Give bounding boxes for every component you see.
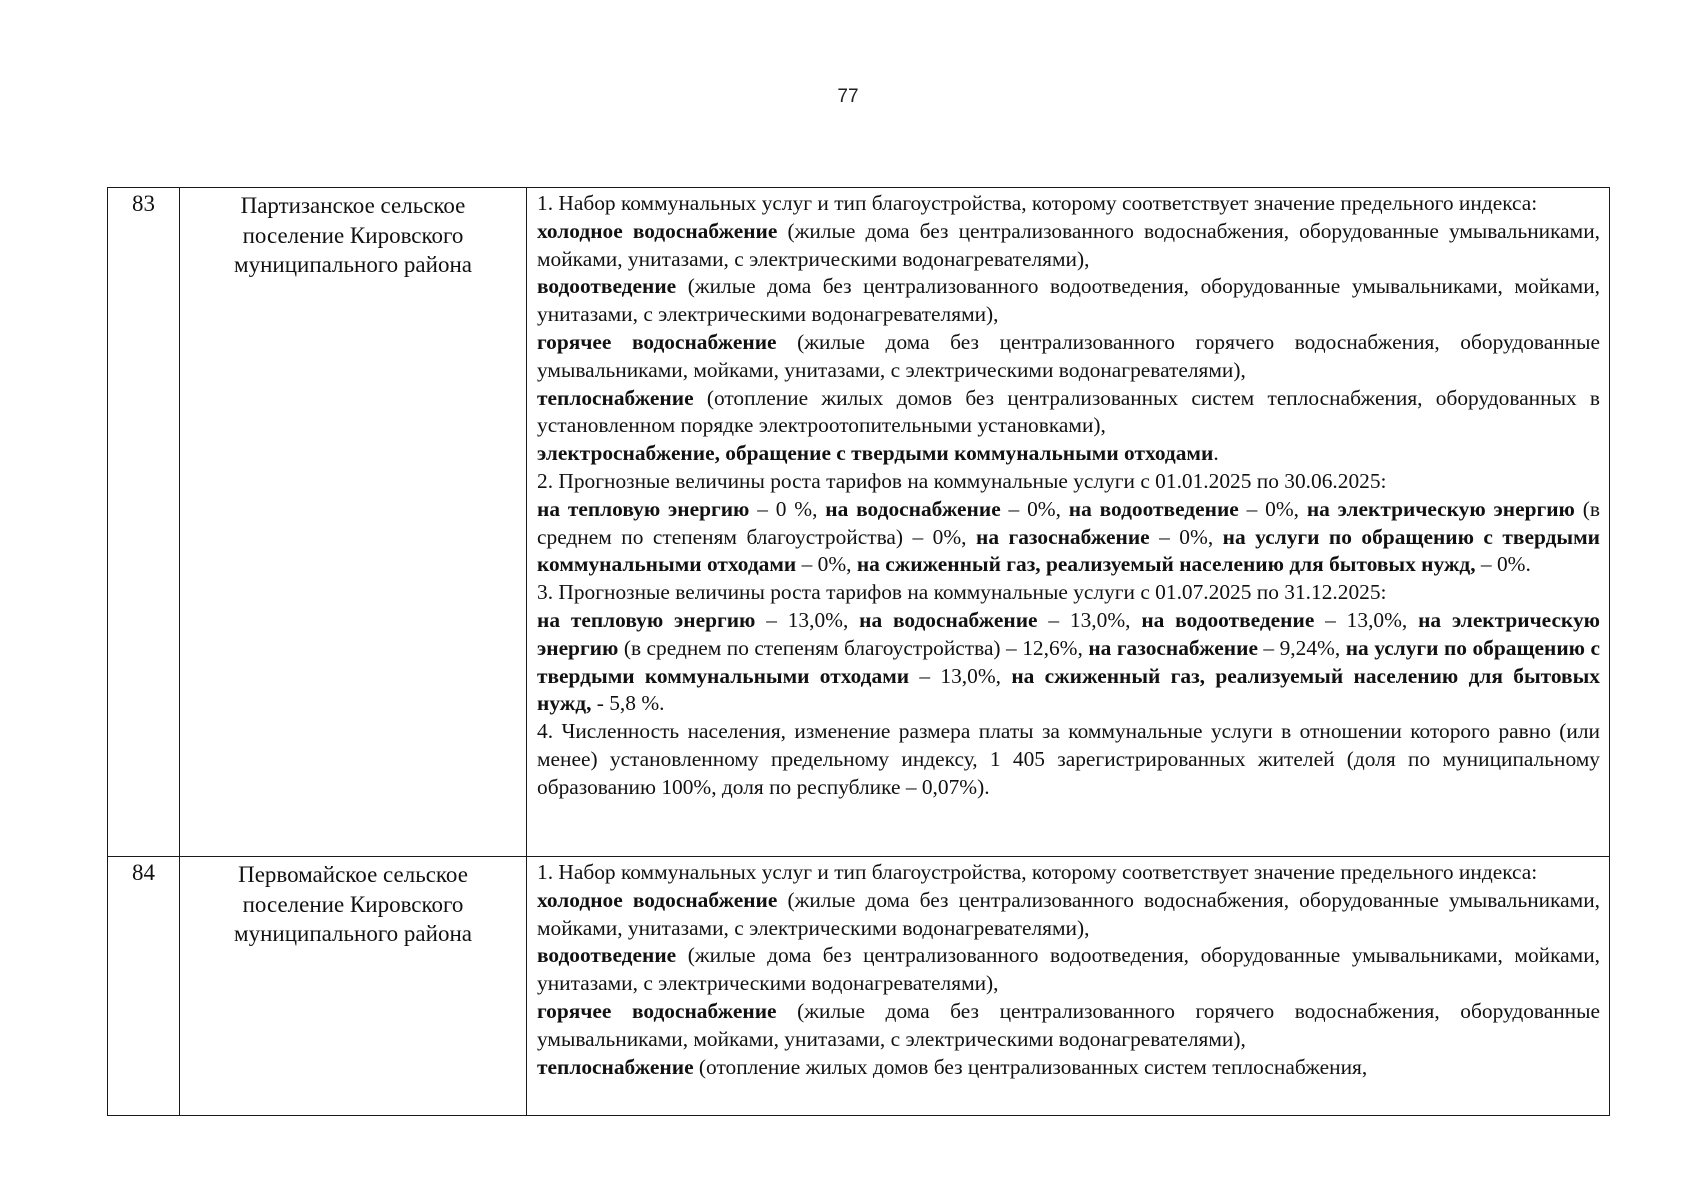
- municipality-name: Партизанское сельское поселение Кировского муниципального района: [180, 188, 527, 857]
- row-description: [527, 857, 1610, 1116]
- table-row: [108, 857, 1610, 1116]
- row-number: 84: [108, 857, 180, 1116]
- page-number: 77: [837, 86, 859, 107]
- table-row: [108, 188, 1610, 857]
- cold-water-line: холодное водоснабжение (жилые дома без централизованного водоснабжения, оборудованные умывальниками, мойками, унитазами, с электрическими водонагревателями),: [537, 218, 1600, 271]
- item-4-population: 4. Численность населения, изменение размера платы за коммунальные услуги в отношении которого равно (или менее) установленному предельному индексу, 1 405 зарегистрированных жителей (доля по муниципальному образованию 100%, доля по республике – 0,07%).: [537, 719, 1600, 799]
- row-number: 83: [108, 188, 180, 857]
- item-3-rates: на тепловую энергию – 13,0%, на водоснабжение – 13,0%, на водоотведение – 13,0%, на электрическую энергию (в среднем по степеням благоустройства) – 12,6%, на газоснабжение – 9,24%, на услуги по обращению с твердыми коммунальными отходами – 13,0%, на сжиженный газ, реализуемый населению для бытовых нужд, - 5,8 %.: [537, 607, 1600, 716]
- item-1-intro: 1. Набор коммунальных услуг и тип благоустройства, которому соответствует значение предельного индекса:: [537, 860, 1538, 884]
- hot-water-line: горячее водоснабжение (жилые дома без централизованного горячего водоснабжения, оборудованные умывальниками, мойками, унитазами, с электрическими водонагревателями),: [537, 329, 1600, 382]
- drainage-line: водоотведение (жилые дома без централизованного водоотведения, оборудованные умывальниками, мойками, унитазами, с электрическими водонагревателями),: [537, 943, 1600, 996]
- electricity-waste-line: электроснабжение, обращение с твердыми коммунальными отходами.: [537, 441, 1219, 466]
- item-3-intro: 3. Прогнозные величины роста тарифов на коммунальные услуги с 01.07.2025 по 31.12.2025:: [537, 580, 1387, 605]
- row-description: [527, 188, 1610, 857]
- hot-water-line: горячее водоснабжение (жилые дома без централизованного горячего водоснабжения, оборудованные умывальниками, мойками, унитазами, с электрическими водонагревателями),: [537, 998, 1600, 1051]
- drainage-line: водоотведение (жилые дома без централизованного водоотведения, оборудованные умывальниками, мойками, унитазами, с электрическими водонагревателями),: [537, 274, 1600, 327]
- item-2-intro: 2. Прогнозные величины роста тарифов на коммунальные услуги с 01.01.2025 по 30.06.2025:: [537, 468, 1387, 493]
- item-2-rates: на тепловую энергию – 0 %, на водоснабжение – 0%, на водоотведение – 0%, на электрическую энергию (в среднем по степеням благоустройства) – 0%, на газоснабжение – 0%, на услуги по обращению с твердыми коммунальными отходами – 0%, на сжиженный газ, реализуемый населению для бытовых нужд, – 0%.: [537, 496, 1600, 577]
- municipality-name: Первомайское сельское поселение Кировского муниципального района: [180, 857, 527, 1116]
- heating-line: теплоснабжение (отопление жилых домов без централизованных систем теплоснабжения, оборудованных в установленном порядке электроотопительными установками),: [537, 385, 1600, 438]
- item-1-intro: 1. Набор коммунальных услуг и тип благоустройства, которому соответствует значение предельного индекса:: [537, 191, 1538, 215]
- cold-water-line: холодное водоснабжение (жилые дома без централизованного водоснабжения, оборудованные умывальниками, мойками, унитазами, с электрическими водонагревателями),: [537, 887, 1600, 940]
- tariff-table: [107, 187, 1610, 1116]
- heating-line: теплоснабжение (отопление жилых домов без централизованных систем теплоснабжения,: [537, 1054, 1368, 1079]
